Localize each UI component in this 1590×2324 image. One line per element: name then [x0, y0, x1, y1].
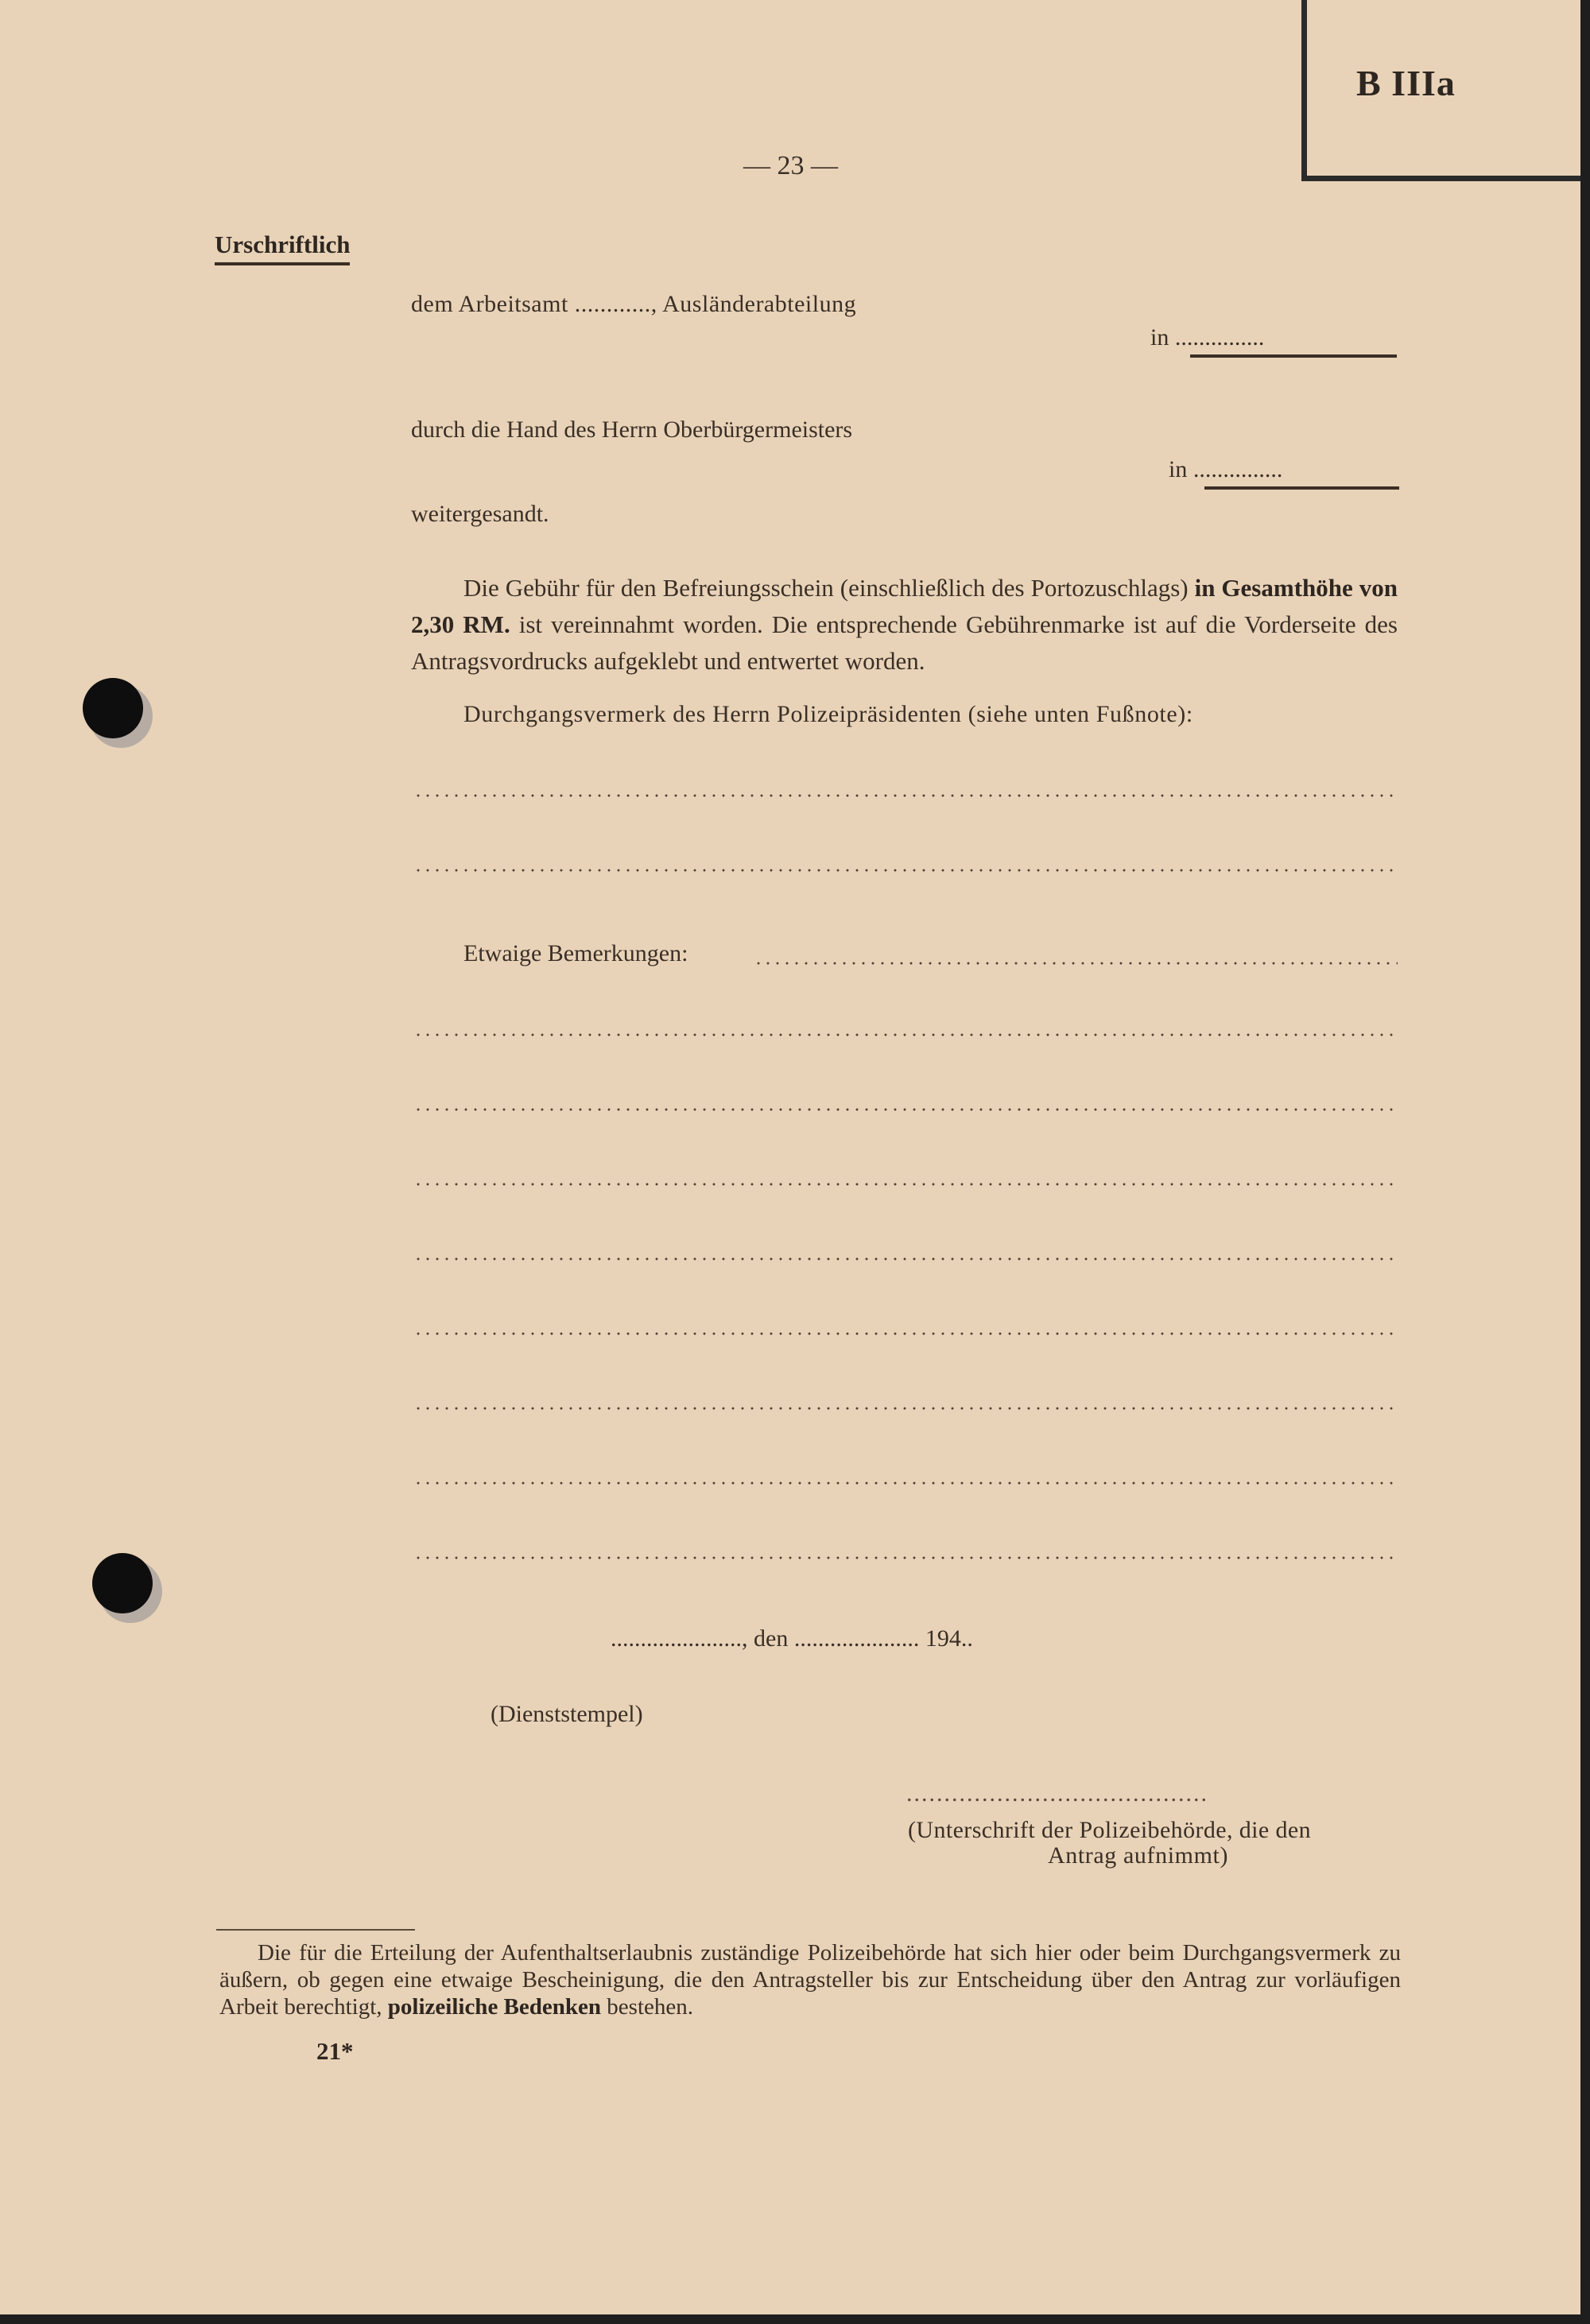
in-field-1-underline [1190, 354, 1397, 358]
footnote-text-2: bestehen. [601, 1994, 693, 2020]
punch-hole-bottom [92, 1553, 153, 1613]
fee-amount: in Gesamthöhe von 2,30 RM. [411, 574, 1398, 638]
line-oberbuergermeister: durch die Hand des Herrn Oberbürgermeisters [411, 416, 853, 443]
in-field-1: in ............... [1150, 324, 1265, 351]
remarks-line-2 [413, 1108, 1398, 1111]
remarks-line-8 [413, 1556, 1398, 1559]
fee-text-1: Die Gebühr für den Befreiungsschein (einschließlich des Portozuschlags) [463, 574, 1195, 602]
remarks-label: Etwaige Bemerkungen: [463, 940, 688, 966]
fee-paragraph [411, 570, 1398, 680]
page-number: — 23 — [743, 151, 838, 180]
signature-label-1: (Unterschrift der Polizeibehörde, die den [908, 1817, 1312, 1843]
footnote [219, 1939, 1401, 2020]
line-weitergesandt: weitergesandt. [411, 501, 549, 527]
remarks-line-5 [413, 1332, 1398, 1335]
remarks-line-1 [413, 1033, 1398, 1036]
footnote-rule [216, 1929, 415, 1931]
remarks-line-7 [413, 1482, 1398, 1485]
in-field-2-underline [1204, 486, 1399, 490]
heading-urschriftlich: Urschriftlich [215, 230, 350, 265]
line-arbeitsamt: dem Arbeitsamt ............, Ausländerabteilung [411, 291, 857, 317]
remarks-line-4 [413, 1257, 1398, 1261]
durchgang-line-1 [413, 794, 1398, 797]
remarks-line-0 [754, 962, 1398, 965]
footnote-text-1: Die für die Erteilung der Aufenthaltserlaubnis zuständige Polizeibehörde hat sich hier oder beim Durchgangsvermerk zu äußern, ob gegen eine etwaige Bescheinigung, die den Antragsteller bis zur Entscheidung über den Antrag zur vorläufigen Arbeit berechtigt, [219, 1940, 1401, 2020]
remarks-line-6 [413, 1407, 1398, 1410]
fee-text-2: ist vereinnahmt worden. Die entsprechende Gebührenmarke ist auf die Vorderseite des Antragsvordrucks aufgeklebt und entwertet worden. [411, 610, 1398, 675]
footnote-bold: polizeiliche Bedenken [387, 1994, 602, 2020]
corner-tab [1301, 0, 1580, 181]
punch-hole-top [83, 678, 143, 738]
signature-dots: ........................................ [906, 1780, 1208, 1807]
durchgang-line-2 [413, 869, 1398, 872]
corner-label: B IIIa [1356, 63, 1456, 103]
in-field-2: in ............... [1169, 456, 1283, 482]
signature-label-2: Antrag aufnimmt) [1048, 1842, 1229, 1869]
sheet-mark: 21* [316, 2037, 354, 2065]
durchgang-label: Durchgangsvermerk des Herrn Polizeipräsidenten (siehe unten Fußnote): [463, 701, 1193, 727]
stamp-label: (Dienststempel) [491, 1701, 643, 1727]
remarks-line-3 [413, 1183, 1398, 1186]
date-line: ......................, den ..................... 194.. [611, 1625, 973, 1652]
